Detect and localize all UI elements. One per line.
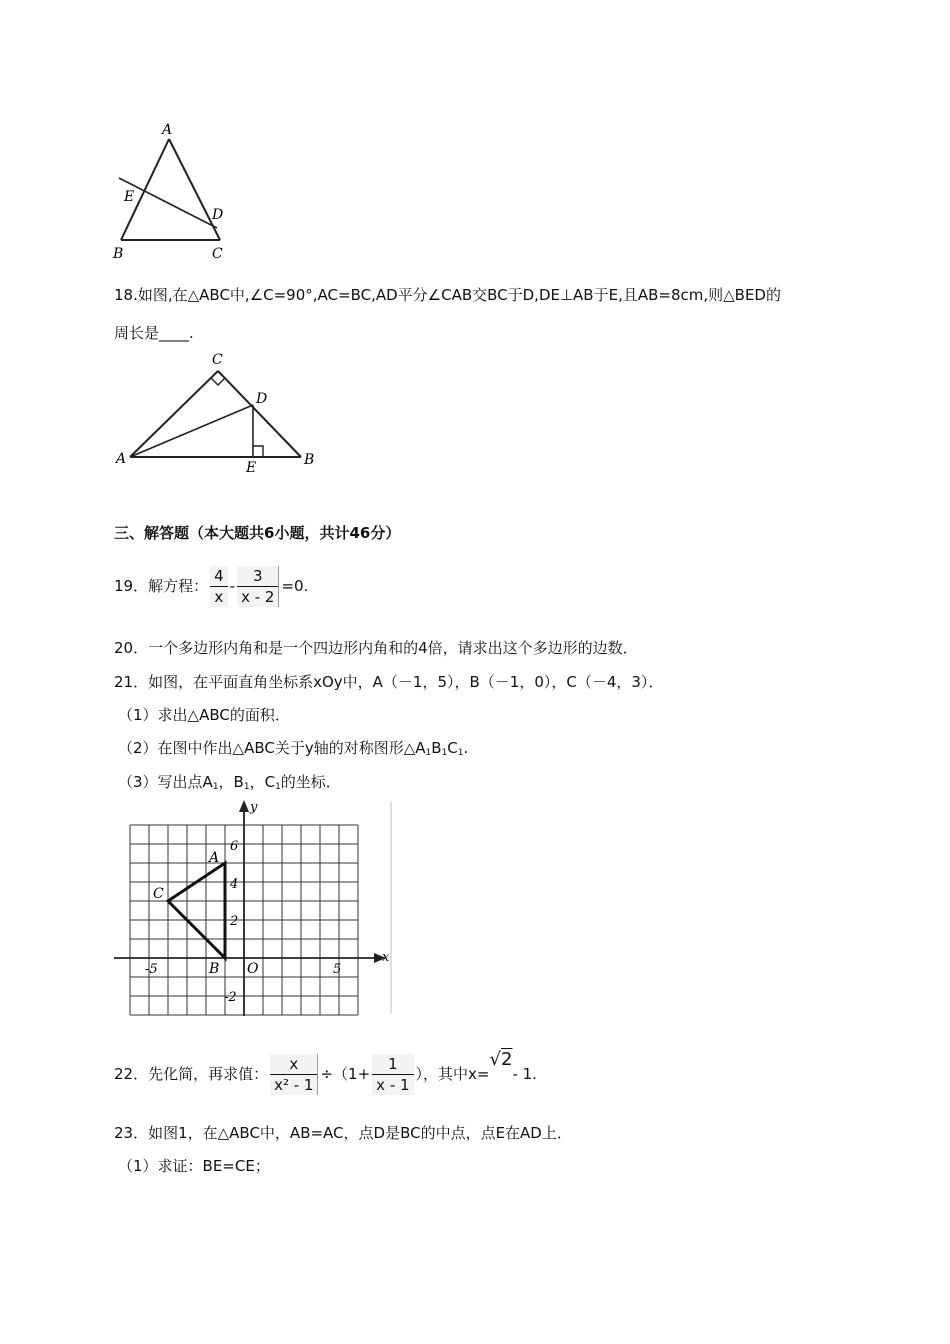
fraction-x-over-x2-minus-1 — [270, 1054, 318, 1095]
tick-y-6: 6 — [230, 839, 239, 854]
y-axis-arrow — [239, 800, 249, 812]
figure-q21-grid — [110, 798, 400, 1020]
question-19 — [114, 566, 308, 607]
label-b: B — [304, 452, 315, 468]
fraction-1-over-x-minus-1 — [372, 1054, 413, 1095]
subscript-1: 1 — [425, 748, 432, 758]
subscript-1: 1 — [243, 782, 250, 792]
triangle-abc — [168, 863, 225, 958]
subscript-1: 1 — [212, 782, 219, 792]
tick-y-neg2: -2 — [224, 990, 237, 1005]
fraction-3-over-x-minus-2 — [237, 566, 279, 607]
q19-den2: x - 2 — [241, 588, 275, 606]
q21-part2-c: C — [447, 739, 458, 757]
axis-y-label: y — [250, 800, 258, 815]
figure-q17 — [105, 118, 240, 263]
tick-x-neg5: -5 — [145, 962, 158, 977]
q21-part2-b: B — [431, 739, 442, 757]
side-ac — [130, 371, 218, 457]
q22-mid: ），其中x= — [415, 1065, 490, 1083]
label-d: D — [256, 391, 268, 407]
tick-y-4: 4 — [230, 877, 239, 892]
q19-num2: 3 — [237, 566, 278, 587]
q21-part3-end: 的坐标． — [280, 773, 341, 791]
label-c: C — [212, 246, 223, 262]
label-a: A — [209, 850, 220, 866]
label-e: E — [246, 460, 257, 476]
tick-y-2: 2 — [230, 914, 239, 929]
q22-div: ÷（1+ — [320, 1065, 371, 1083]
question-18-line1: 18.如图,在△ABC中,∠C=90°,AC=BC,AD平分∠CAB交BC于D,DE⊥AB于E,且AB=8cm,则△BED的 — [114, 286, 781, 304]
segment-ad — [130, 405, 253, 457]
question-21: 21．如图，在平面直角坐标系xOy中，A（－1，5），B（－1，0），C（－4，3）． — [114, 673, 664, 691]
subscript-1: 1 — [457, 748, 464, 758]
q21-part2-end: . — [463, 739, 469, 757]
question-21-part1: （1）求出△ABC的面积． — [118, 706, 290, 724]
figure-q18 — [113, 346, 323, 476]
q19-num1: 4 — [210, 566, 228, 587]
section-3-heading: 三、解答题（本大题共6小题，共计46分） — [114, 524, 401, 542]
question-23-part1: （1）求证：BE=CE； — [118, 1157, 270, 1175]
label-a: A — [162, 122, 173, 138]
q22-den2: x - 1 — [376, 1076, 410, 1094]
q22-prefix: 22．先化简，再求值： — [114, 1065, 269, 1083]
label-c: C — [153, 886, 164, 902]
sqrt-2: √2 — [489, 1049, 513, 1070]
q22-num1: x — [270, 1054, 317, 1075]
sqrt-radicand: 2 — [500, 1049, 513, 1070]
q22-suffix: - 1. — [512, 1065, 537, 1083]
q21-part2-pre: （2）在图中作出△ABC关于y轴的对称图形△A — [118, 739, 426, 757]
question-21-part2 — [118, 738, 468, 763]
q19-prefix: 19．解方程： — [114, 577, 209, 595]
subscript-1: 1 — [441, 748, 448, 758]
right-angle-c — [211, 378, 225, 385]
q22-num2: 1 — [372, 1054, 413, 1075]
label-d: D — [212, 207, 224, 223]
label-c: C — [212, 352, 223, 368]
q19-minus: - — [229, 577, 236, 595]
right-angle-e — [253, 446, 263, 457]
tick-x-5: 5 — [333, 962, 342, 977]
q19-den1: x — [214, 588, 224, 606]
label-b: B — [113, 246, 124, 262]
question-21-part3 — [118, 772, 341, 797]
label-a: A — [116, 451, 127, 467]
origin-label: O — [247, 961, 259, 977]
fraction-4-over-x — [210, 566, 228, 607]
label-e: E — [124, 189, 135, 205]
subscript-1: 1 — [275, 782, 281, 792]
q21-part3-pre: （3）写出点A — [118, 773, 213, 791]
question-20: 20．一个多边形内角和是一个四边形内角和的4倍，请求出这个多边形的边数． — [114, 639, 638, 657]
axis-x-label: x — [382, 950, 390, 965]
question-18-line2: 周长是____. — [114, 324, 194, 342]
question-23: 23．如图1，在△ABC中，AB=AC，点D是BC的中点，点E在AD上． — [114, 1124, 572, 1142]
q22-den1: x² - 1 — [274, 1076, 314, 1094]
q19-suffix: =0. — [281, 577, 309, 595]
label-b: B — [209, 961, 220, 977]
question-22 — [114, 1049, 537, 1096]
q21-part3-b: ，B — [218, 773, 244, 791]
q21-part3-c: ，C — [249, 773, 276, 791]
